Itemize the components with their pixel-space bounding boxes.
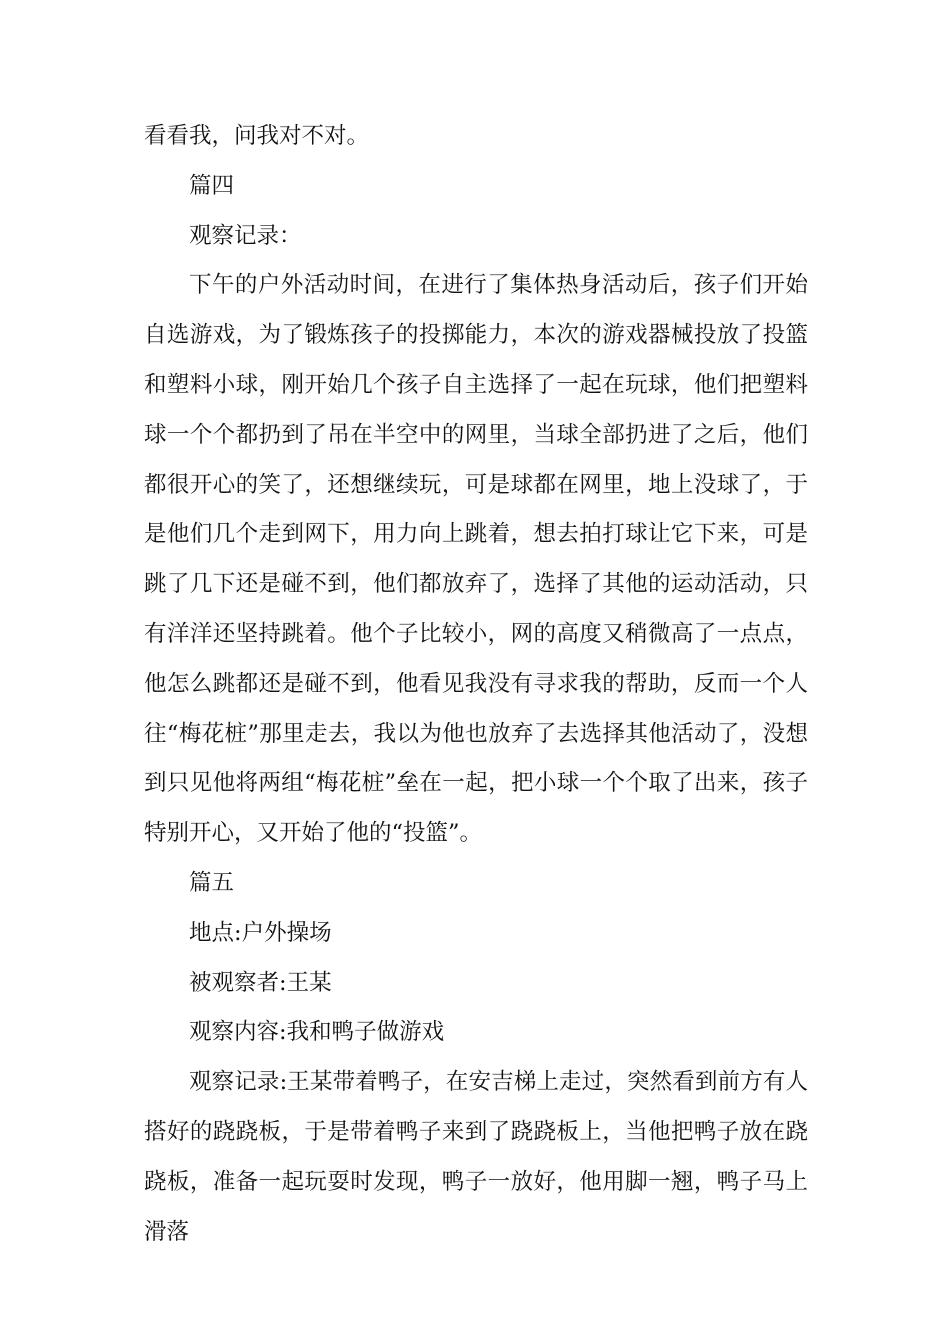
document-body [144, 112, 808, 1257]
observation-content-line: 观察内容:我和鸭子做游戏 [189, 1019, 445, 1046]
section-heading-part-five: 篇五 [189, 869, 235, 896]
paragraph-continuation: 看看我，问我对不对。 [144, 123, 370, 149]
observed-person-line: 被观察者:王某 [189, 969, 332, 996]
location-line: 地点:户外操场 [189, 919, 332, 946]
paragraph-observation-five: 观察记录:王某带着鸭子，在安吉梯上走过，突然看到前方有人搭好的跷跷板，于是带着鸭子来到了跷跷板上，当他把鸭子放在跷跷板，准备一起玩耍时发现，鸭子一放好，他用脚一翘，鸭子马上滑落 [144, 1069, 808, 1245]
observation-record-label: 观察记录： [189, 222, 302, 249]
paragraph-observation-four: 下午的户外活动时间，在进行了集体热身活动后，孩子们开始自选游戏，为了锻炼孩子的投掷能力，本次的游戏器械投放了投篮和塑料小球，刚开始几个孩子自主选择了一起在玩球，他们把塑料球一个个都扔到了吊在半空中的网里，当球全部扔进了之后，他们都很开心的笑了，还想继续玩，可是球都在网里，地上没球了，于是他们几个走到网下，用力向上跳着，想去拍打球让它下来，可是跳了几下还是碰不到，他们都放弃了，选择了其他的运动活动，只有洋洋还坚持跳着。他个子比较小，网的高度又稍微高了一点点，他怎么跳都还是碰不到，他看见我没有寻求我的帮助，反而一个人往“梅花桩”那里走去，我以为他也放弃了去选择其他活动了，没想到只见他将两组“梅花桩”垒在一起，把小球一个个取了出来，孩子特别开心，又开始了他的“投篮”。 [144, 272, 808, 847]
section-heading-part-four: 篇四 [189, 172, 235, 199]
